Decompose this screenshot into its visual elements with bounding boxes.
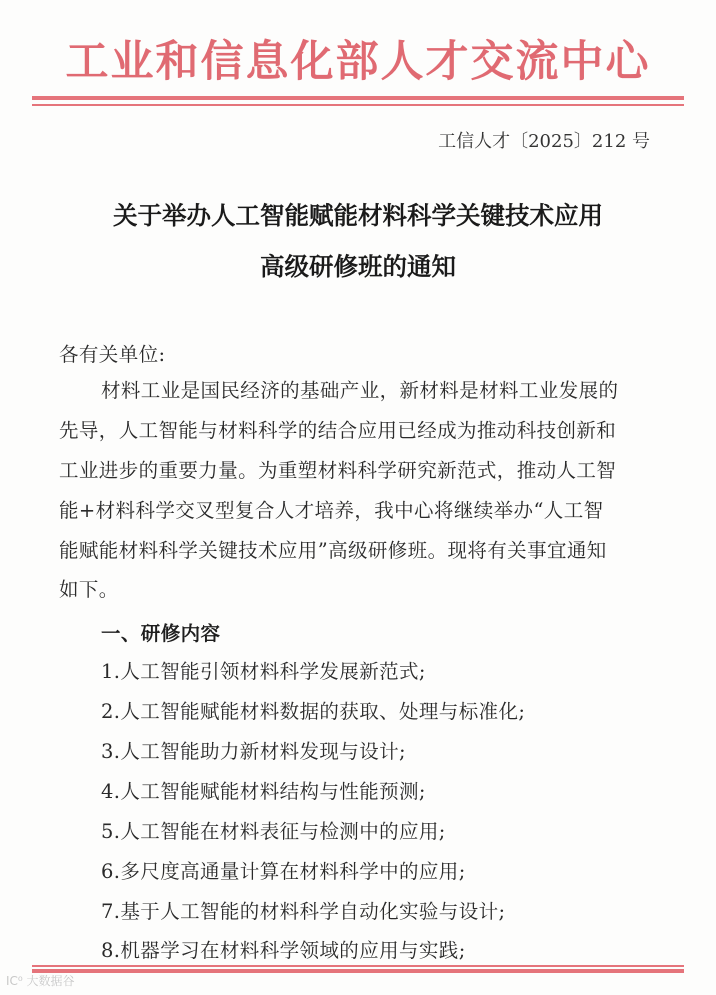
document-title-line-1: 关于举办人工智能赋能材料科学关键技术应用 bbox=[113, 201, 603, 230]
watermark: IC⁰ 大数据谷 bbox=[6, 974, 75, 988]
footer-rule-thin bbox=[32, 965, 684, 967]
document-title-line-2: 高级研修班的通知 bbox=[260, 252, 456, 281]
list-item: 3.人工智能助力新材料发现与设计; bbox=[101, 740, 406, 763]
list-item: 6.多尺度高通量计算在材料科学中的应用; bbox=[101, 860, 466, 883]
list-item: 5.人工智能在材料表征与检测中的应用; bbox=[101, 820, 446, 843]
header-rule-thick bbox=[32, 96, 684, 100]
intro-line: 先导，人工智能与材料科学的结合应用已经成为推动科技创新和 bbox=[59, 419, 617, 442]
intro-line: 材料工业是国民经济的基础产业，新材料是材料工业发展的 bbox=[101, 379, 619, 402]
intro-line: 能+材料科学交叉型复合人才培养，我中心将继续举办“人工智 bbox=[59, 499, 604, 522]
list-item: 1.人工智能引领材料科学发展新范式; bbox=[101, 660, 426, 683]
section-heading: 一、研修内容 bbox=[101, 622, 221, 645]
footer-rule-thick bbox=[32, 969, 684, 973]
organization-header: 工业和信息化部人才交流中心 bbox=[65, 37, 651, 87]
intro-line: 能赋能材料科学关键技术应用”高级研修班。现将有关事宜通知 bbox=[59, 539, 607, 562]
intro-line: 工业进步的重要力量。为重塑材料科学研究新范式，推动人工智 bbox=[59, 459, 617, 482]
document-number: 工信人才〔2025〕212 号 bbox=[438, 131, 650, 152]
list-item: 4.人工智能赋能材料结构与性能预测; bbox=[101, 780, 426, 803]
salutation: 各有关单位: bbox=[59, 343, 166, 366]
list-item: 2.人工智能赋能材料数据的获取、处理与标准化; bbox=[101, 700, 526, 723]
intro-line: 如下。 bbox=[59, 578, 119, 601]
list-item: 8.机器学习在材料科学领域的应用与实践; bbox=[101, 939, 466, 962]
list-item: 7.基于人工智能的材料科学自动化实验与设计; bbox=[101, 900, 506, 923]
header-rule-thin bbox=[32, 104, 684, 106]
